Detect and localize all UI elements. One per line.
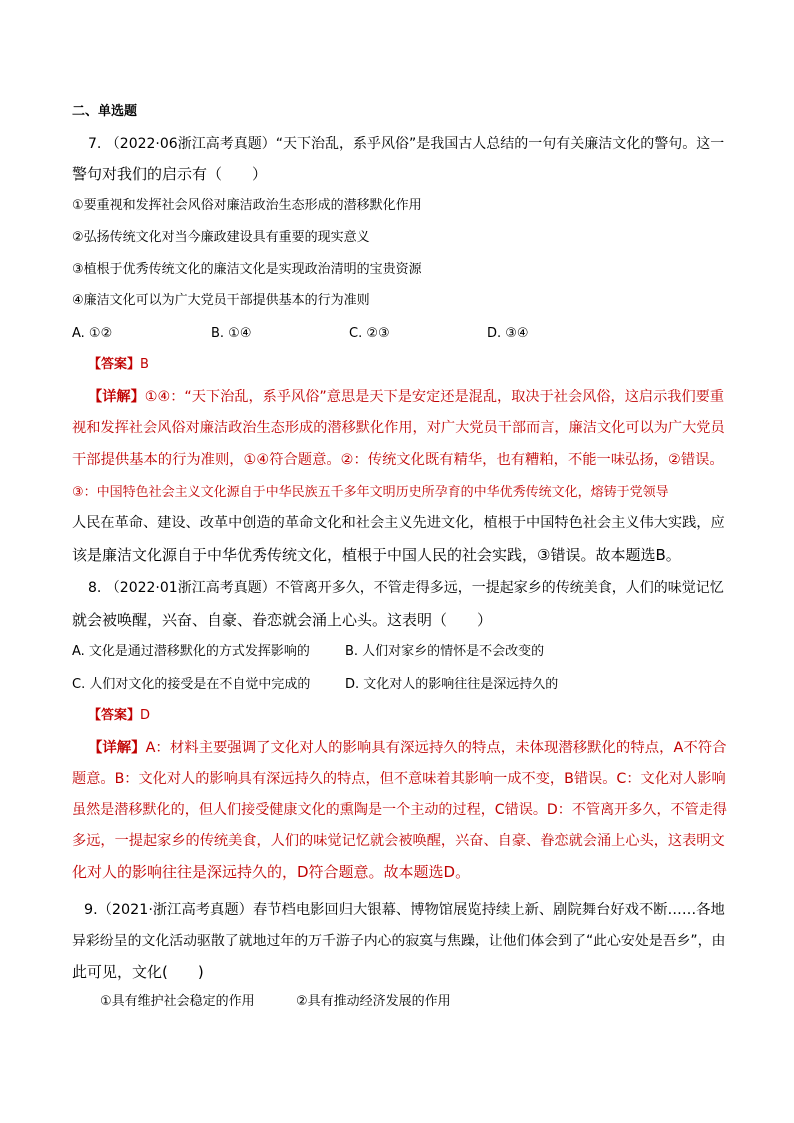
option-d: D. ③④ [487,326,529,341]
option-c: C. 人们对文化的接受是在不自觉中完成的 [72,677,311,692]
detail-line: 多远，一提起家乡的传统美食，人们的味觉记忆就会被唤醒，兴奋、自豪、眷恋就会涌上心头，这表明文 [72,833,725,849]
detail-line: 化对人的影响往往是深远持久的，D符合题意。故本题选D。 [72,863,471,881]
answer-value: D [140,708,151,723]
question-stem-line: 8. （2022·01浙江高考真题）不管离开多久，不管走得多远，一提起家乡的传统美食，人们的味觉记忆 [88,580,724,596]
option-a: A. 文化是通过潜移默化的方式发挥影响的 [72,644,310,659]
answer-tag: 【答案】 [88,708,141,723]
detail-text: ①④：“天下治乱，系乎风俗”意思是天下是安定还是混乱，取决于社会风俗，这启示我们要重 [144,389,725,405]
detail-line: 虽然是潜移默化的，但人们接受健康文化的熏陶是一个主动的过程，C错误。D：不管离开多久，不管走得 [72,802,727,818]
option-a: A. ①② [72,326,113,341]
detail-tag: 【详解】 [88,389,145,405]
option-c: C. ②③ [349,326,390,341]
detail-line [88,738,727,758]
detail-line: 人民在革命、建设、改革中创造的革命文化和社会主义先进文化，植根于中国特色社会主义伟大实践，应 [72,515,725,531]
statement: ①要重视和发挥社会风俗对廉洁政治生态形成的潜移默化作用 [72,198,422,213]
answer-line [88,707,150,725]
answer-tag: 【答案】 [88,357,141,372]
statement: ③植根于优秀传统文化的廉洁文化是实现政治清明的宝贵资源 [72,262,422,277]
question-stem-line: 就会被唤醒，兴奋、自豪、眷恋就会涌上心头。这表明（ ） [72,611,493,629]
answer-line [88,356,149,374]
question-stem-line: 此可见，文化( ) [72,963,204,981]
option-b: B. ①④ [211,326,252,341]
question-stem-line: 9.（2021·浙江高考真题）春节档电影回归大银幕、博物馆展览持续上新、剧院舞台好戏不断……各地 [84,902,725,918]
statement: ①具有维护社会稳定的作用 [100,994,255,1009]
option-d: D. 文化对人的影响往往是深远持久的 [345,677,559,692]
question-stem-line: 警句对我们的启示有（ ） [72,165,268,183]
detail-line: 题意。B：文化对人的影响具有深远持久的特点，但不意味着其影响一成不变，B错误。C：文化对人影响 [72,771,726,787]
answer-value: B [140,357,149,372]
detail-line: 该是廉洁文化源自于中华优秀传统文化，植根于中国人民的社会实践，③错误。故本题选B。 [72,546,681,564]
detail-text: A：材料主要强调了文化对人的影响具有深远持久的特点，未体现潜移默化的特点，A不符合 [145,740,727,756]
detail-line: 视和发挥社会风俗对廉洁政治生态形成的潜移默化作用，对广大党员干部而言，廉洁文化可以为广大党员 [72,420,725,436]
statement: ②弘扬传统文化对当今廉政建设具有重要的现实意义 [72,230,370,245]
question-stem-line: 7. （2022·06浙江高考真题）“天下治乱，系乎风俗”是我国古人总结的一句有关廉洁文化的警句。这一 [88,136,725,152]
question-stem-line: 异彩纷呈的文化活动驱散了就地过年的万千游子内心的寂寞与焦躁，让他们体会到了“此心安处是吾乡”，由 [72,933,726,949]
section-title: 二、单选题 [72,104,138,119]
statement: ②具有推动经济发展的作用 [296,994,451,1009]
detail-tag: 【详解】 [88,740,146,756]
option-b: B. 人们对家乡的情怀是不会改变的 [345,644,545,659]
detail-line: ③：中国特色社会主义文化源自于中华民族五千多年文明历史所孕育的中华优秀传统文化，熔铸于党领导 [72,485,669,500]
detail-line [88,387,724,407]
statement: ④廉洁文化可以为广大党员干部提供基本的行为准则 [72,293,370,308]
detail-line: 干部提供基本的行为准则，①④符合题意。②：传统文化既有精华，也有糟粕，不能一味弘扬，②错误。 [72,452,724,468]
